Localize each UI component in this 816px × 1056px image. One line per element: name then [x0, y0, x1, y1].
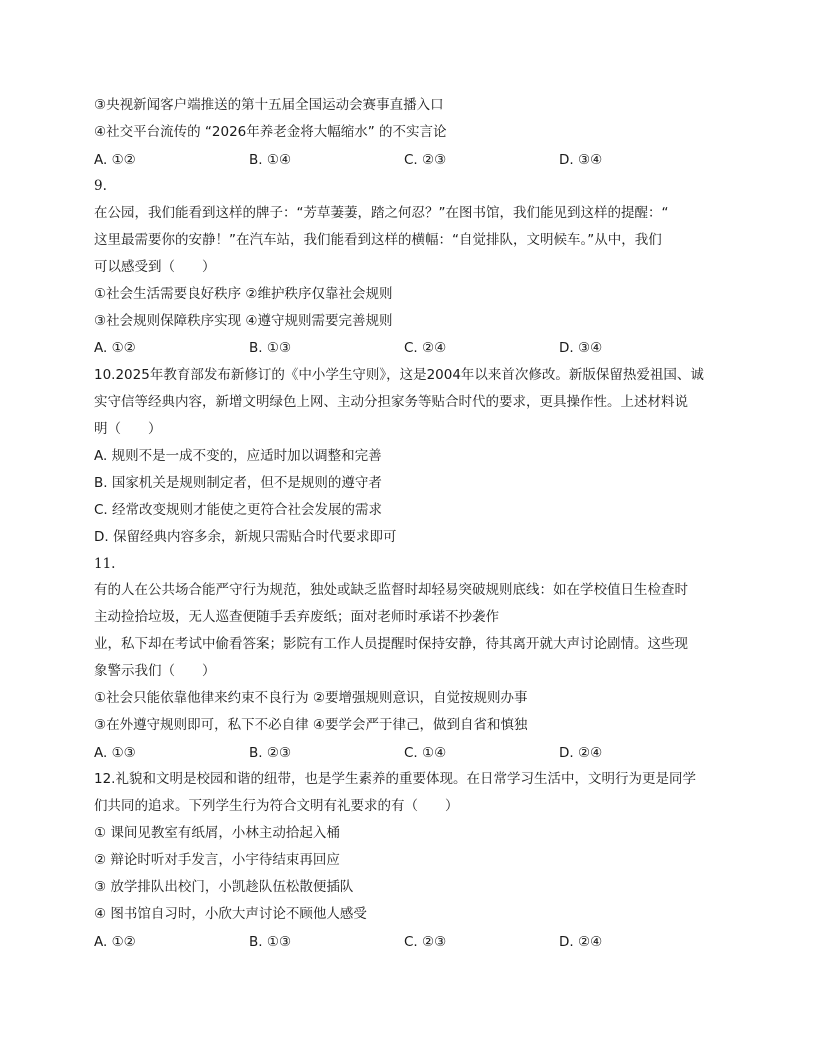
- q11-stem-line: 业，私下却在考试中偷看答案；影院有工作人员提醒时保持安静，待其离开就大声讨论剧情。这些现: [94, 636, 688, 652]
- q11-option-b[interactable]: B. ②③: [249, 745, 292, 761]
- q8-option-c[interactable]: C. ②③: [404, 152, 447, 168]
- q9-stem-line: 这里最需要你的安静！”在汽车站，我们能看到这样的横幅：“自觉排队，文明候车。”从中，我们: [94, 232, 662, 248]
- q10-choice-b[interactable]: B. 国家机关是规则制定者，但不是规则的遵守者: [94, 475, 382, 491]
- q9-option-b[interactable]: B. ①③: [249, 340, 292, 356]
- q11-stem-line: 有的人在公共场合能严守行为规范，独处或缺乏监督时却轻易突破规则底线：如在学校值日生检查时: [94, 582, 688, 598]
- q12-option-b[interactable]: B. ①③: [249, 934, 292, 950]
- q10-stem-line: 10.2025年教育部发布新修订的《中小学生守则》，这是2004年以来首次修改。新版保留热爱祖国、诚: [94, 367, 704, 383]
- q8-option-a[interactable]: A. ①②: [94, 152, 136, 168]
- q12-item-line: ③ 放学排队出校门，小凯趁队伍松散便插队: [94, 879, 354, 895]
- q12-option-c[interactable]: C. ②③: [404, 934, 447, 950]
- q12-options: [94, 932, 734, 952]
- q8-options: [94, 150, 734, 170]
- q11-option-a[interactable]: A. ①③: [94, 745, 136, 761]
- q9-option-d[interactable]: D. ③④: [559, 340, 603, 356]
- q11-number: 11.: [94, 556, 116, 572]
- q8-option-d[interactable]: D. ③④: [559, 152, 603, 168]
- q12-stem-line: 们共同的追求。下列学生行为符合文明有礼要求的有（ ）: [94, 798, 459, 814]
- q12-item-line: ② 辩论时听对手发言，小宇待结束再回应: [94, 852, 340, 868]
- q10-stem-line: 明（ ）: [94, 421, 162, 437]
- q10-choice-c[interactable]: C. 经常改变规则才能使之更符合社会发展的需求: [94, 502, 383, 518]
- q9-options: [94, 338, 734, 358]
- q12-option-d[interactable]: D. ②④: [559, 934, 603, 950]
- q11-item-line: ①社会只能依靠他律来约束不良行为 ②要增强规则意识，自觉按规则办事: [94, 690, 528, 706]
- q8-item-4: ④社交平台流传的 “2026年养老金将大幅缩水” 的不实言论: [94, 124, 447, 140]
- q11-option-c[interactable]: C. ①④: [404, 745, 447, 761]
- q12-stem-line: 12.礼貌和文明是校园和谐的纽带，也是学生素养的重要体现。在日常学习生活中，文明行为更是同学: [94, 771, 696, 787]
- q9-number: 9.: [94, 178, 107, 194]
- q12-item-line: ④ 图书馆自习时，小欣大声讨论不顾他人感受: [94, 906, 367, 922]
- q12-option-a[interactable]: A. ①②: [94, 934, 136, 950]
- q10-choice-d[interactable]: D. 保留经典内容多余，新规只需贴合时代要求即可: [94, 529, 397, 545]
- q10-choice-a[interactable]: A. 规则不是一成不变的，应适时加以调整和完善: [94, 448, 382, 464]
- q9-item-line: ①社会生活需要良好秩序 ②维护秩序仅靠社会规则: [94, 286, 393, 302]
- q9-item-line: ③社会规则保障秩序实现 ④遵守规则需要完善规则: [94, 313, 393, 329]
- q11-options: [94, 743, 734, 763]
- q8-item-3: ③央视新闻客户端推送的第十五届全国运动会赛事直播入口: [94, 97, 444, 113]
- q11-option-d[interactable]: D. ②④: [559, 745, 603, 761]
- q9-option-c[interactable]: C. ②④: [404, 340, 447, 356]
- q11-item-line: ③在外遵守规则即可，私下不必自律 ④要学会严于律己，做到自省和慎独: [94, 717, 528, 733]
- q12-item-line: ① 课间见教室有纸屑，小林主动拾起入桶: [94, 825, 340, 841]
- q8-option-b[interactable]: B. ①④: [249, 152, 292, 168]
- q9-stem-line: 可以感受到（ ）: [94, 259, 216, 275]
- q10-stem-line: 实守信等经典内容，新增文明绿色上网、主动分担家务等贴合时代的要求，更具操作性。上述材料说: [94, 394, 688, 410]
- q9-option-a[interactable]: A. ①②: [94, 340, 136, 356]
- q11-stem-line: 象警示我们（ ）: [94, 663, 216, 679]
- q9-stem-line: 在公园，我们能看到这样的牌子：“芳草萋萋，踏之何忍？”在图书馆，我们能见到这样的提醒：“: [94, 205, 669, 221]
- q11-stem-line: 主动捡拾垃圾，无人巡查便随手丢弃废纸；面对老师时承诺不抄袭作: [94, 609, 499, 625]
